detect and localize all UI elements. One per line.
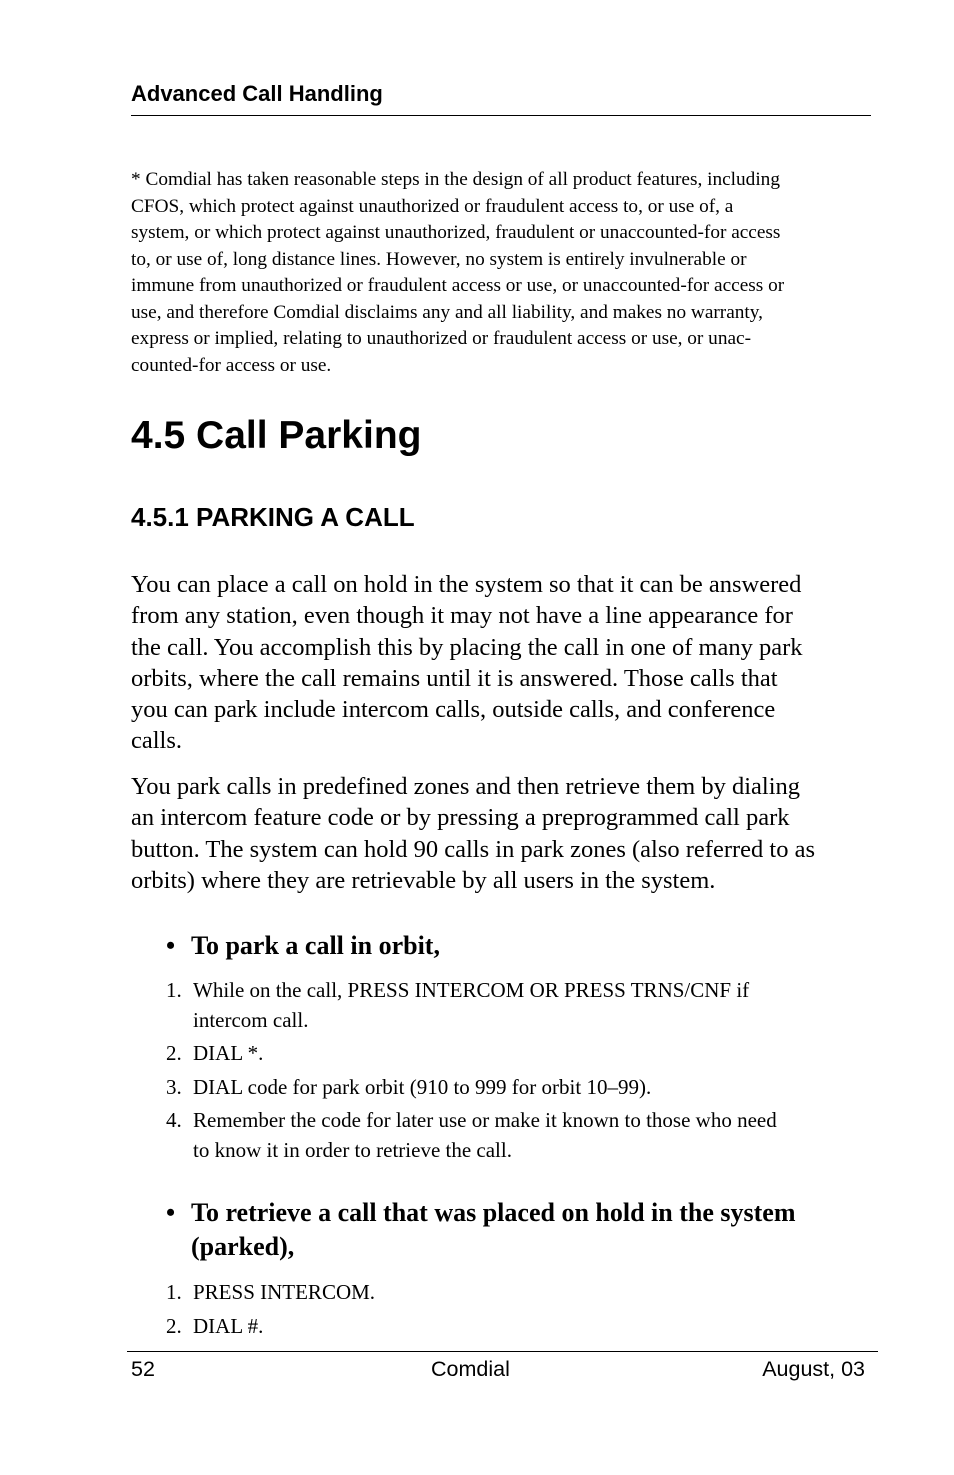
paragraph-line: an intercom feature code or by pressing a preprogrammed call park [131,804,790,832]
procedure-steps [166,976,871,1165]
paragraph-line: orbits) where they are retrievable by all users in the system. [131,866,716,894]
footnote-line: * Comdial has taken reasonable steps in the design of all product features, including [131,169,780,190]
footnote-line: express or implied, relating to unauthorized or fraudulent access or use, or unac- [131,328,751,349]
step-text: DIAL #. [193,1313,264,1338]
paragraph [131,771,871,896]
paragraph-line: you can park include intercom calls, outside calls, and conference [131,696,776,724]
footnote-line: immune from unauthorized or fraudulent access or use, or unaccounted-for access or [131,275,785,296]
procedure-heading-line: (parked), [191,1232,295,1261]
paragraph-line: orbits, where the call remains until it is answered. Those calls that [131,664,778,692]
procedure-steps [166,1278,871,1341]
step-text: PRESS INTERCOM. [193,1280,376,1304]
footer-rule [127,1351,878,1352]
footnote-line: use, and therefore Comdial disclaims any and all liability, and makes no warranty, [131,301,763,323]
paragraph-line: button. The system can hold 90 calls in park zones (also referred to as [131,835,815,863]
step-text: DIAL *. [193,1041,264,1065]
step-number: 3. [166,1074,182,1099]
step-text: While on the call, PRESS INTERCOM OR PRESS TRNS/CNF if [193,978,750,1002]
footer-date: August, 03 [762,1357,865,1381]
procedure-heading-line: To retrieve a call that was placed on hold in the system [191,1198,796,1227]
step-text: to know it in order to retrieve the call. [193,1137,512,1162]
footnote-line: counted-for access or use. [131,354,332,376]
footnote-line: CFOS, which protect against unauthorized or fraudulent access to, or use of, a [131,195,734,217]
step-number: 1. [166,1280,182,1304]
header-rule [131,115,871,116]
procedure-heading [166,929,871,963]
page-number: 52 [131,1357,155,1381]
subsection-title: 4.5.1 PARKING A CALL [131,502,415,532]
footnote [131,167,871,379]
paragraph-line: the call. You accomplish this by placing the call in one of many park [131,633,803,661]
running-header: Advanced Call Handling [131,81,383,106]
list-item [166,1039,871,1069]
paragraph-line: from any station, even though it may not have a line appearance for [131,602,793,630]
list-item [166,1278,871,1308]
list-item [166,1312,871,1342]
paragraph [131,569,871,757]
list-item [166,976,871,1035]
step-number: 4. [166,1108,182,1132]
footnote-line: system, or which protect against unauthorized, fraudulent or unaccounted-for access [131,222,781,243]
step-text: Remember the code for later use or make it known to those who need [193,1108,777,1132]
bullet-icon: • [166,931,176,960]
step-number: 2. [166,1313,182,1338]
bullet-icon: • [166,1198,176,1227]
step-number: 1. [166,978,182,1002]
footer-company: Comdial [431,1357,510,1381]
list-item [166,1073,871,1103]
step-text: DIAL code for park orbit (910 to 999 for orbit 10–99). [193,1074,652,1099]
footnote-line: to, or use of, long distance lines. However, no system is entirely invulnerable or [131,248,747,270]
step-text: intercom call. [193,1007,309,1032]
procedure-heading [166,1196,871,1264]
paragraph-line: You can place a call on hold in the system so that it can be answered [131,571,802,598]
paragraph-line: calls. [131,727,183,755]
procedure-heading-line: To park a call in orbit, [191,931,440,960]
list-item [166,1106,871,1165]
section-title: 4.5 Call Parking [131,414,422,457]
paragraph-line: You park calls in predefined zones and then retrieve them by dialing [131,773,801,800]
step-number: 2. [166,1041,182,1065]
